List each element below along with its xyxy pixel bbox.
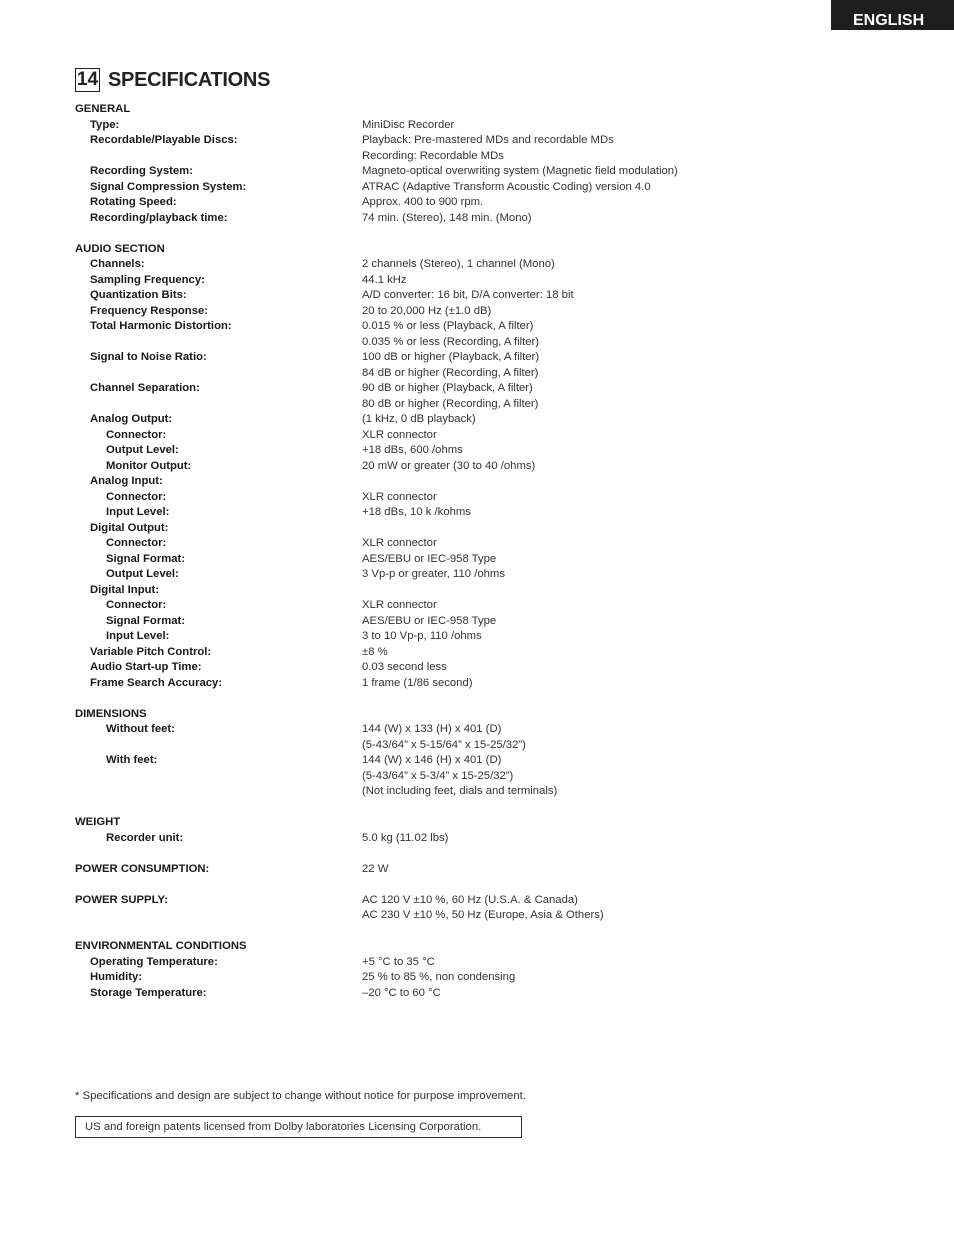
spec-value: XLR connector bbox=[362, 490, 437, 503]
spec-value: 0.035 % or less (Recording, A filter) bbox=[362, 335, 540, 348]
spec-label: With feet: bbox=[106, 754, 158, 766]
spec-row bbox=[75, 583, 895, 599]
spec-value: 100 dB or higher (Playback, A filter) bbox=[362, 351, 540, 363]
spec-value: XLR connector bbox=[362, 537, 437, 549]
spec-value: Magneto-optical overwriting system (Magnetic field modulation) bbox=[362, 165, 678, 177]
spec-label: Channel Separation: bbox=[90, 382, 200, 394]
spec-value: 144 (W) x 133 (H) x 401 (D) bbox=[362, 723, 502, 735]
spec-row bbox=[75, 381, 895, 397]
spec-label: Signal Compression System: bbox=[90, 180, 247, 193]
spec-value: 0.015 % or less (Playback, A filter) bbox=[362, 320, 534, 332]
spec-value: AES/EBU or IEC-958 Type bbox=[362, 552, 497, 565]
spacer-row bbox=[75, 846, 895, 862]
spec-label: Analog Input: bbox=[90, 475, 163, 487]
spec-row bbox=[75, 288, 895, 304]
spec-label: Total Harmonic Distortion: bbox=[90, 320, 232, 332]
spec-value: AC 120 V ±10 %, 60 Hz (U.S.A. & Canada) bbox=[362, 893, 578, 906]
section-heading bbox=[75, 67, 270, 93]
section-title: SPECIFICATIONS bbox=[108, 68, 271, 91]
spec-label: Connector: bbox=[106, 490, 167, 503]
spacer-row bbox=[75, 691, 895, 707]
spec-value: +5 °C to 35 °C bbox=[362, 955, 435, 968]
spec-label: Output Level: bbox=[106, 568, 179, 580]
spec-row bbox=[75, 118, 895, 134]
spec-value: (1 kHz, 0 dB playback) bbox=[362, 413, 476, 425]
spec-row bbox=[75, 908, 895, 924]
spec-label: Channels: bbox=[90, 258, 145, 270]
spec-row bbox=[75, 366, 895, 382]
spec-row bbox=[75, 133, 895, 149]
spec-value: Approx. 400 to 900 rpm. bbox=[362, 196, 484, 208]
spec-value: AES/EBU or IEC-958 Type bbox=[362, 614, 497, 627]
spec-value: (5-43/64” x 5-15/64” x 15-25/32”) bbox=[362, 738, 526, 751]
spec-row bbox=[75, 505, 895, 521]
spec-label: Signal to Noise Ratio: bbox=[90, 351, 207, 363]
spec-value: –20 °C to 60 °C bbox=[362, 986, 441, 999]
spec-value: 20 mW or greater (30 to 40 /ohms) bbox=[362, 459, 536, 472]
spec-value: Playback: Pre-mastered MDs and recordable MDs bbox=[362, 134, 614, 146]
spec-label: Input Level: bbox=[106, 506, 170, 518]
spec-value: 90 dB or higher (Playback, A filter) bbox=[362, 382, 533, 394]
spec-label: Rotating Speed: bbox=[90, 196, 177, 208]
spec-row bbox=[75, 257, 895, 273]
section-number: 14 bbox=[76, 69, 99, 90]
spec-label: DIMENSIONS bbox=[75, 707, 147, 720]
spec-row bbox=[75, 335, 895, 351]
spec-value: 80 dB or higher (Recording, A filter) bbox=[362, 397, 539, 410]
spec-label: Storage Temperature: bbox=[90, 986, 207, 999]
spec-label: ENVIRONMENTAL CONDITIONS bbox=[75, 940, 247, 952]
spec-value: AC 230 V ±10 %, 50 Hz (Europe, Asia & Others) bbox=[362, 909, 604, 921]
spec-label: Frame Search Accuracy: bbox=[90, 676, 223, 689]
spec-row bbox=[75, 397, 895, 413]
spec-value: XLR connector bbox=[362, 428, 437, 441]
spacer-row bbox=[75, 226, 895, 242]
spec-value: 74 min. (Stereo), 148 min. (Mono) bbox=[362, 211, 532, 224]
spec-value: 1 frame (1/86 second) bbox=[362, 676, 473, 689]
patent-notice-box: US and foreign patents licensed from Dolby laboratories Licensing Corporation. bbox=[75, 1116, 522, 1138]
spec-value: Recording: Recordable MDs bbox=[362, 149, 504, 162]
spec-row bbox=[75, 319, 895, 335]
spec-row bbox=[75, 815, 895, 831]
spec-row bbox=[75, 831, 895, 847]
spec-row bbox=[75, 629, 895, 645]
spec-label: Input Level: bbox=[106, 630, 170, 642]
spec-label: WEIGHT bbox=[75, 816, 121, 828]
spec-label: Connector: bbox=[106, 537, 167, 549]
spec-row bbox=[75, 412, 895, 428]
spec-label: Monitor Output: bbox=[106, 459, 192, 472]
spec-value: XLR connector bbox=[362, 599, 437, 611]
spec-value: 144 (W) x 146 (H) x 401 (D) bbox=[362, 754, 502, 766]
spec-row bbox=[75, 490, 895, 506]
spec-row bbox=[75, 707, 895, 723]
spec-value: A/D converter: 16 bit, D/A converter: 18 bit bbox=[362, 289, 574, 301]
spec-value: +18 dBs, 600 /ohms bbox=[362, 444, 463, 456]
spec-row bbox=[75, 273, 895, 289]
spec-row bbox=[75, 304, 895, 320]
spec-row bbox=[75, 102, 895, 118]
spec-row bbox=[75, 164, 895, 180]
spec-value: MiniDisc Recorder bbox=[362, 118, 455, 131]
spec-label: Recording System: bbox=[90, 165, 193, 177]
spec-row bbox=[75, 769, 895, 785]
spec-label: Analog Output: bbox=[90, 413, 173, 425]
footnote: * Specifications and design are subject to change without notice for purpose improvement. bbox=[75, 1090, 526, 1102]
spec-value: 22 W bbox=[362, 862, 389, 875]
spec-row bbox=[75, 428, 895, 444]
spec-label: POWER SUPPLY: bbox=[75, 893, 168, 906]
spec-row bbox=[75, 195, 895, 211]
spec-label: Recorder unit: bbox=[106, 831, 184, 844]
spec-row bbox=[75, 970, 895, 986]
spec-row bbox=[75, 598, 895, 614]
spec-row bbox=[75, 567, 895, 583]
spec-row bbox=[75, 660, 895, 676]
spec-row bbox=[75, 955, 895, 971]
spec-value: +18 dBs, 10 k /kohms bbox=[362, 506, 471, 518]
specifications-list bbox=[75, 102, 895, 1001]
spec-row bbox=[75, 443, 895, 459]
spec-value: 3 Vp-p or greater, 110 /ohms bbox=[362, 568, 505, 580]
spec-label: Recordable/Playable Discs: bbox=[90, 134, 238, 146]
spec-row bbox=[75, 986, 895, 1002]
spec-row bbox=[75, 784, 895, 800]
spec-value: (Not including feet, dials and terminals) bbox=[362, 785, 558, 797]
spec-row bbox=[75, 676, 895, 692]
spec-row bbox=[75, 459, 895, 475]
spec-label: Recording/playback time: bbox=[90, 211, 228, 224]
spec-row bbox=[75, 738, 895, 754]
spacer-row bbox=[75, 800, 895, 816]
spec-label: Sampling Frequency: bbox=[90, 273, 205, 286]
spec-row bbox=[75, 536, 895, 552]
spec-row bbox=[75, 521, 895, 537]
spec-value: (5-43/64” x 5-3/4” x 15-25/32”) bbox=[362, 769, 514, 782]
spec-value: 5.0 kg (11.02 lbs) bbox=[362, 831, 449, 844]
spec-label: Quantization Bits: bbox=[90, 289, 187, 301]
spec-label: Frequency Response: bbox=[90, 304, 209, 317]
spec-value: 0.03 second less bbox=[362, 661, 447, 673]
spec-value: 2 channels (Stereo), 1 channel (Mono) bbox=[362, 258, 555, 270]
spec-value: 25 % to 85 %, non condensing bbox=[362, 971, 516, 983]
spec-label: Connector: bbox=[106, 428, 167, 441]
spec-label: POWER CONSUMPTION: bbox=[75, 862, 210, 875]
spec-row bbox=[75, 862, 895, 878]
spacer-row bbox=[75, 877, 895, 893]
spec-label: Output Level: bbox=[106, 444, 179, 456]
spec-row bbox=[75, 474, 895, 490]
spec-row bbox=[75, 753, 895, 769]
spec-value: 44.1 kHz bbox=[362, 273, 407, 286]
spec-label: Variable Pitch Control: bbox=[90, 645, 212, 658]
spec-row bbox=[75, 149, 895, 165]
spec-row bbox=[75, 350, 895, 366]
spec-label: Digital Output: bbox=[90, 521, 169, 534]
spec-value: ATRAC (Adaptive Transform Acoustic Coding) version 4.0 bbox=[362, 180, 651, 193]
spec-row bbox=[75, 180, 895, 196]
spec-label: Connector: bbox=[106, 599, 167, 611]
spec-value: ±8 % bbox=[362, 645, 388, 658]
spec-row bbox=[75, 645, 895, 661]
spec-label: Type: bbox=[90, 118, 120, 131]
spec-value: 84 dB or higher (Recording, A filter) bbox=[362, 366, 539, 379]
spec-row bbox=[75, 614, 895, 630]
spec-row bbox=[75, 552, 895, 568]
spec-row bbox=[75, 211, 895, 227]
spec-row bbox=[75, 242, 895, 258]
spec-label: Signal Format: bbox=[106, 614, 186, 627]
spec-row bbox=[75, 939, 895, 955]
language-tab: ENGLISH bbox=[831, 0, 954, 30]
spec-row bbox=[75, 722, 895, 738]
spacer-row bbox=[75, 924, 895, 940]
spec-value: 3 to 10 Vp-p, 110 /ohms bbox=[362, 630, 482, 642]
spec-row bbox=[75, 893, 895, 909]
spec-label: AUDIO SECTION bbox=[75, 242, 165, 255]
spec-label: Audio Start-up Time: bbox=[90, 661, 202, 673]
spec-label: Signal Format: bbox=[106, 552, 186, 565]
spec-value: 20 to 20,000 Hz (±1.0 dB) bbox=[362, 304, 492, 317]
spec-label: Humidity: bbox=[90, 971, 143, 983]
spec-label: Without feet: bbox=[106, 723, 175, 735]
spec-label: Operating Temperature: bbox=[90, 955, 218, 968]
spec-label: GENERAL bbox=[75, 103, 131, 115]
spec-label: Digital Input: bbox=[90, 583, 160, 596]
